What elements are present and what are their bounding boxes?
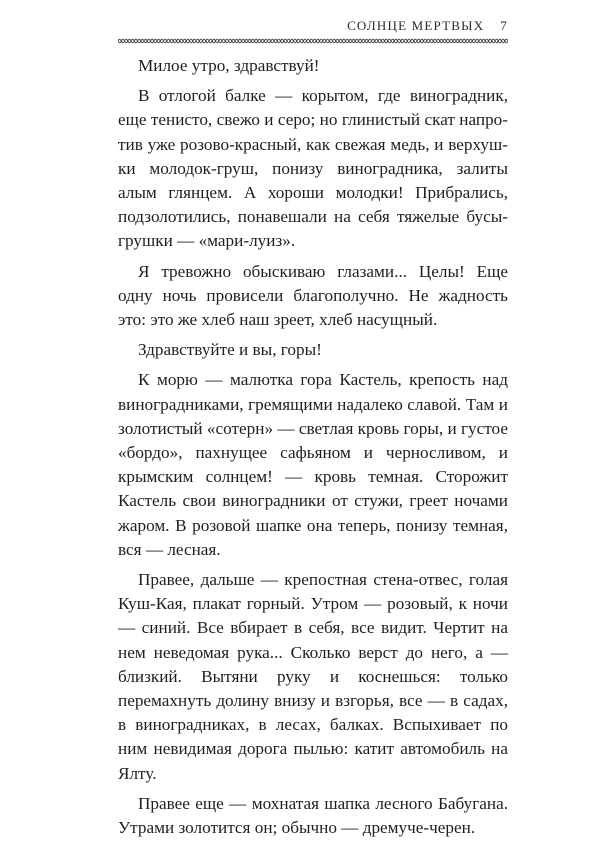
paragraph: Я тревожно обыскиваю глазами... Целы! Еще одну ночь провисели благополучно. Не жадность это: это же хлеб наш зреет, хлеб насущный.: [118, 261, 508, 330]
paragraph: В отлогой балке — корытом, где виноградник, еще тенисто, свежо и серо; но глинистый скат напротив уже розово-красный, как свежая медь, и верхушки молодок-груш, понизу виноградника, залиты алым глянцем. А хороши молодки! Прибрались, подзолотились, понавешали на себя тяжелые бусы-грушки — «мари-луиз».: [118, 86, 508, 251]
paragraph: К морю — малютка гора Кастель, крепость над виноградниками, гремящими надалеко славой. Там и золотистый «сотерн» — светлая кровь горы, и густое «бордо», пахнущее сафьяном и черносливом, и крымским солнцем! — кровь темная. Сторожит Кастель свои виноградники от стужи, греет ночами жаром. В розовой шапке она теперь, понизу темная, вся — лесная.: [118, 370, 508, 559]
paragraph: Милое утро, здравствуй!: [138, 56, 320, 75]
paragraph: Правее еще — мохнатая шапка лесного Бабугана. Утрами золотится он; обычно — дремуче-черен.: [118, 793, 508, 838]
paragraph: Правее, дальше — крепостная стена-отвес, голая Куш-Кая, плакат горный. Утром — розовый, к ночи — синий. Все вбирает в себя, все видит. Чертит на нем неведомая рука... Сколько верст до него, а — близкий. Вытяни руку и коснешься: только перемахнуть долину внизу и взгорья, все — в садах, в виноградниках, в лесах, балках. Вспыхивает по ним невидимая дорога пылью: катит автомобиль на Ялту.: [118, 570, 508, 783]
running-head-title: СОЛНЦЕ МЕРТВЫХ: [347, 18, 485, 33]
body-text: [118, 54, 508, 846]
running-head: [0, 18, 508, 34]
page-number: 7: [500, 18, 508, 33]
paragraph: Здравствуйте и вы, горы!: [138, 340, 322, 360]
decorative-rule: [118, 36, 508, 46]
